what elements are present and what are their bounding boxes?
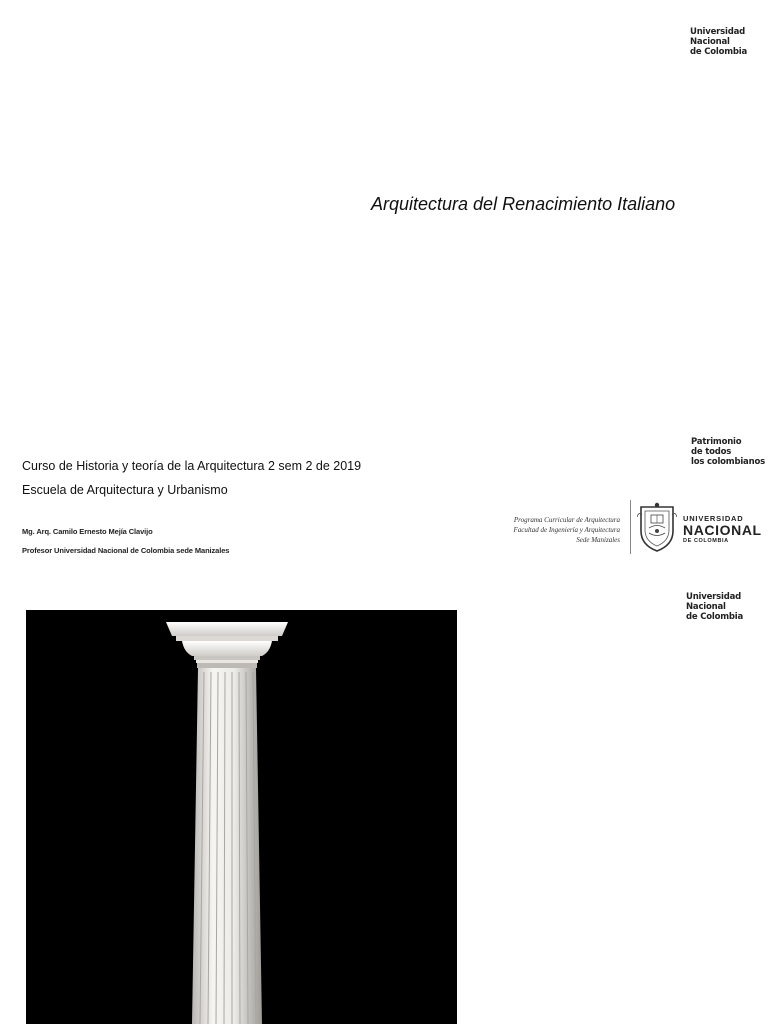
slide-course-info [0,420,768,580]
logo-line-3: de Colombia [690,47,748,57]
motto-line-2: de todos [691,447,732,457]
university-logo-bottom [686,592,743,622]
program-line-3: Sede Manizales [576,536,620,544]
university-wordmark [683,514,762,545]
logo-line-1: Universidad [690,27,746,37]
university-logo-top [690,27,747,57]
course-title: Curso de Historia y teoría de la Arquitectura 2 sem 2 de 2019 [22,459,362,473]
program-line-2: Facultad de Ingeniería y Arquitectura [513,526,620,534]
university-seal-icon [637,501,677,553]
slide-column-photo [0,580,768,1024]
author-role: Profesor Universidad Nacional de Colombia sede Manizales [22,546,230,555]
logo-line-2: Nacional [690,37,730,47]
doric-column-icon [26,610,457,1024]
slide-title [0,0,768,420]
program-line-1: Programa Curricular de Arquitectura [513,516,620,524]
wordmark-line-1: UNIVERSIDAD [683,514,744,523]
logo-line-1: Universidad [686,592,742,602]
logo-line-3: de Colombia [686,612,744,622]
motto-logo [691,437,765,467]
school-name: Escuela de Arquitectura y Urbanismo [22,483,228,497]
logo-line-2: Nacional [686,602,726,612]
column-photo [26,610,457,1024]
presentation-title: Arquitectura del Renacimiento Italiano [371,194,676,214]
motto-line-1: Patrimonio [691,437,742,447]
wordmark-line-3: DE COLOMBIA [683,538,729,544]
wordmark-line-2: NACIONAL [683,522,762,538]
motto-line-3: los colombianos [691,457,765,467]
program-info [470,515,620,545]
logo-divider [630,500,631,554]
author-name: Mg. Arq. Camilo Ernesto Mejía Clavijo [22,527,153,536]
